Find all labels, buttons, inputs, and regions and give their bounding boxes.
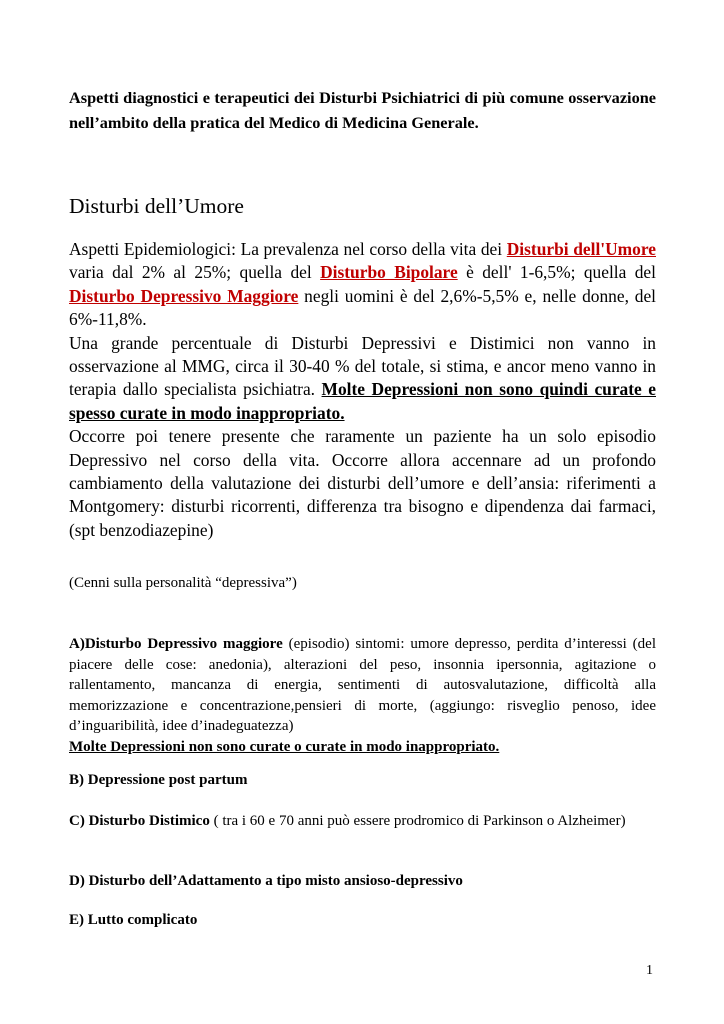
section-c-text: ( tra i 60 e 70 anni può essere prodromico di Parkinson o Alzheimer) xyxy=(209,813,626,829)
section-c xyxy=(69,811,656,832)
text-run: negli uomini è del 2,6%-5,5% e, nelle donne, del 6%-11,8%. xyxy=(69,285,656,330)
section-c-label: C) Disturbo Distimico xyxy=(69,813,210,829)
section-a xyxy=(69,634,656,757)
text-run: Aspetti Epidemiologici: La prevalenza nel corso della vita dei xyxy=(69,239,507,259)
section-heading: Disturbi dell’Umore xyxy=(69,194,244,218)
section-a-label: A)Disturbo Depressivo maggiore xyxy=(69,636,283,652)
percentage-paragraph xyxy=(69,332,656,426)
epidemiology-paragraph xyxy=(69,238,656,332)
section-b: B) Depressione post partum xyxy=(69,772,248,788)
link-disturbo-bipolare[interactable]: Disturbo Bipolare xyxy=(320,262,458,283)
body-text xyxy=(69,238,656,542)
cenni-note: (Cenni sulla personalità “depressiva”) xyxy=(69,575,297,591)
link-disturbo-depressivo-maggiore[interactable]: Disturbo Depressivo Maggiore xyxy=(69,285,299,306)
link-disturbi-umore[interactable]: Disturbi dell'Umore xyxy=(506,239,656,259)
section-e: E) Lutto complicato xyxy=(69,912,198,928)
section-a-note: Molte Depressioni non sono curate o curate in modo inappropriato. xyxy=(69,738,500,755)
section-a-text: (episodio) sintomi: umore depresso, perdita d’interessi (del piacere delle cose: anedonia), alterazioni del peso, insonnia ipersonnia, agitazione o rallentamento, mancanza di energia, sentimenti di autosvalutazione, difficoltà alla memorizzazione e concentrazione,pensieri di morte, (aggiungo: risveglio penoso, idee d’inguaribilità, idee d’inadeguatezza) xyxy=(69,636,657,734)
text-run: è dell' 1-6,5%; quella del xyxy=(457,262,656,283)
section-d: D) Disturbo dell’Adattamento a tipo misto ansioso-depressivo xyxy=(69,873,463,889)
text-run: varia dal 2% al 25%; quella del xyxy=(69,262,321,283)
document-title: Aspetti diagnostici e terapeutici dei Disturbi Psichiatrici di più comune osservazione nell’ambito della pratica del Medico di Medicina Generale. xyxy=(69,88,656,132)
emphasis-text: Molte Depressioni non sono quindi curate e spesso curate in modo inappropriato. xyxy=(69,379,656,423)
page-number: 1 xyxy=(646,963,653,978)
text-run: Una grande percentuale di Disturbi Depressivi e Distimici non vanno in osservazione al MMG, circa il 30-40 % del totale, si stima, e ancor meno vanno in terapia dallo specialista psichiatra. xyxy=(69,332,656,400)
episode-paragraph: Occorre poi tenere presente che raramente un paziente ha un solo episodio Depressivo nel corso della vita. Occorre allora accennare ad un profondo cambiamento della valutazione dei disturbi dell’umore e dell’ansia: riferimenti a Montgomery: disturbi ricorrenti, differenza tra bisogno e dipendenza dai farmaci, (spt benzodiazepine) xyxy=(69,426,656,540)
